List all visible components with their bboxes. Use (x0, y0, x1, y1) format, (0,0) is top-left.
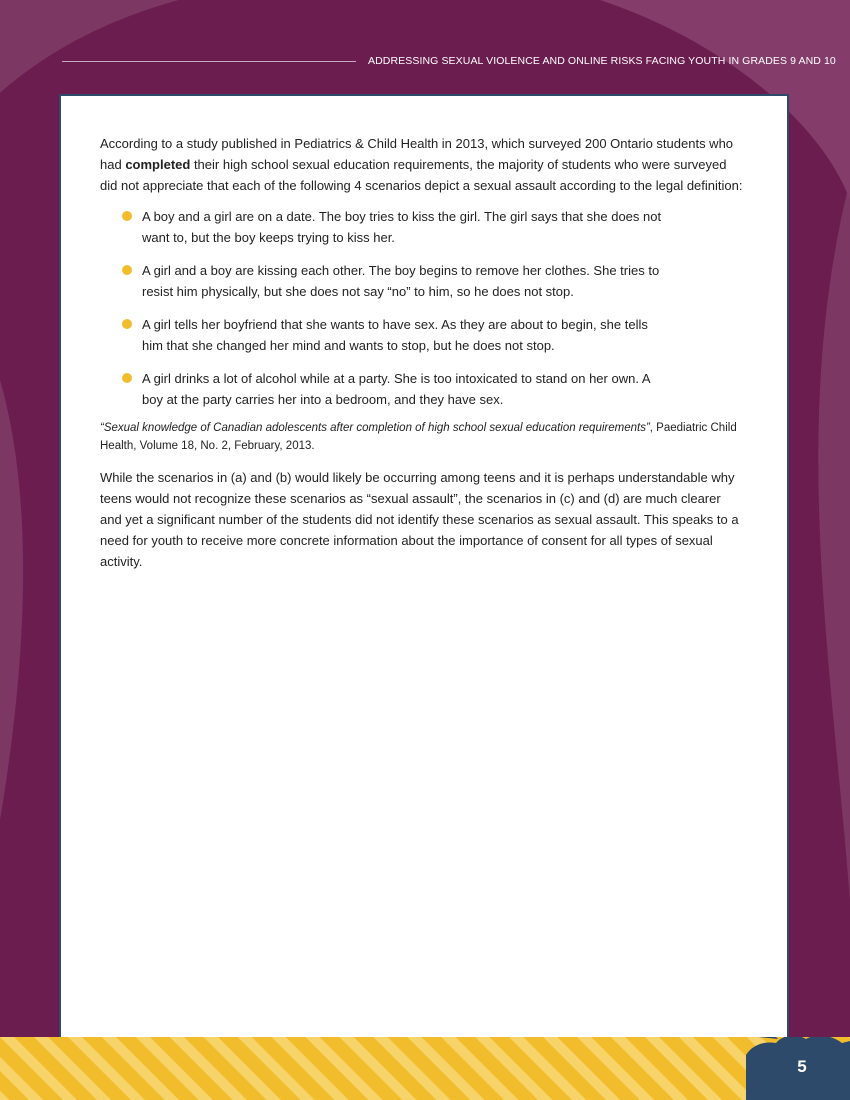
page-number: 5 (797, 1057, 807, 1076)
conclusion-paragraph: While the scenarios in (a) and (b) would likely be occurring among teens and it is perhaps understandable why teens would not recognize these scenarios as “sexual assault”, the scenarios in (c) and (d) are much clearer and yet a significant number of the students did not identify these scenarios as sexual assault. This speaks to a need for youth to receive more concrete information about the importance of consent for all types of sexual activity. (100, 470, 739, 569)
footer-stripe-band (0, 1037, 850, 1100)
scenario-text: A girl drinks a lot of alcohol while at a party. She is too intoxicated to stand on her own. A boy at the party carries her into a bedroom, and they have sex. (142, 371, 650, 407)
document-header-title: ADDRESSING SEXUAL VIOLENCE AND ONLINE RISKS FACING YOUTH IN GRADES 9 AND 10 (368, 55, 836, 67)
scenario-list (120, 206, 745, 410)
scenario-item (120, 368, 662, 410)
bullet-dot-icon (122, 211, 132, 221)
intro-text-end: their high school sexual education requirements, the majority of students who were surveyed did not appreciate that each of the following 4 scenarios depict a sexual assault according to the legal definition: (100, 157, 743, 193)
intro-paragraph (100, 133, 745, 196)
intro-emphasis: completed (125, 157, 191, 172)
citation-source: , Paediatric Child Health, Volume 18, No. 2, February, 2013. (100, 422, 737, 452)
scenario-item (120, 206, 662, 248)
header-rule (62, 61, 356, 62)
page-content (100, 133, 745, 572)
scenario-item (120, 314, 662, 356)
citation-title: “Sexual knowledge of Canadian adolescents after completion of high school sexual education requirements” (100, 422, 650, 434)
scenario-text: A girl and a boy are kissing each other. The boy begins to remove her clothes. She tries to resist him physically, but she does not say “no” to him, so he does not stop. (142, 263, 660, 299)
bullet-dot-icon (122, 265, 132, 275)
scenario-text: A boy and a girl are on a date. The boy tries to kiss the girl. The girl says that she does not want to, but the boy keeps trying to kiss her. (142, 209, 662, 245)
bullet-dot-icon (122, 373, 132, 383)
intro-text-start: According to a study published in Pediatrics & Child Health in 2013, which surveyed 200 Ontario students who had (100, 136, 734, 172)
bullet-dot-icon (122, 319, 132, 329)
scenario-text: A girl tells her boyfriend that she wants to have sex. As they are about to begin, she tells him that she changed her mind and wants to stop, but he does not stop. (142, 317, 648, 353)
scenario-item (120, 260, 662, 302)
citation (100, 419, 745, 455)
